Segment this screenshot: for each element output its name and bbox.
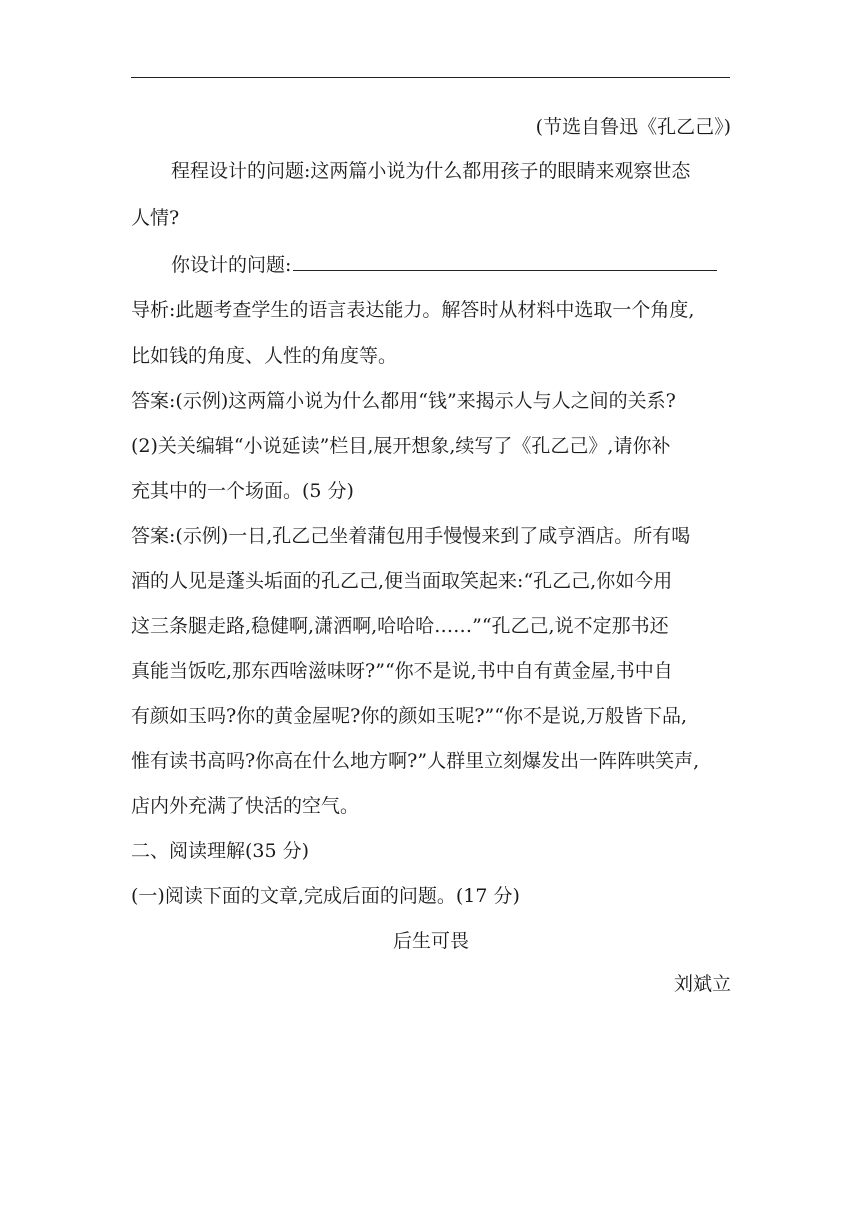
answer-2-line-5: 有颜如玉吗?你的黄金屋呢?你的颜如玉呢?”“你不是说,万般皆下品,	[131, 705, 688, 727]
answer-2-line-1: 答案:(示例)一日,孔乙己坐着蒲包用手慢慢来到了咸亨酒店。所有喝	[131, 525, 691, 547]
section-2-heading: 二、阅读理解(35 分)	[131, 840, 310, 862]
your-question-row	[171, 252, 717, 276]
article-author: 刘斌立	[673, 973, 731, 995]
answer-2-line-3: 这三条腿走路,稳健啊,潇洒啊,哈哈哈……”“孔乙己,说不定那书还	[131, 615, 669, 637]
question-prompt-line-1: 程程设计的问题:这两篇小说为什么都用孩子的眼睛来观察世态	[171, 160, 691, 182]
answer-2-line-4: 真能当饭吃,那东西啥滋味呀?”“你不是说,书中自有黄金屋,书中自	[131, 660, 673, 682]
question-2-line-2: 充其中的一个场面。(5 分)	[131, 480, 354, 502]
answer-blank-line	[293, 252, 717, 271]
part-1-instruction: (一)阅读下面的文章,完成后面的问题。(17 分)	[131, 885, 520, 907]
answer-1: 答案:(示例)这两篇小说为什么都用“钱”来揭示人与人之间的关系?	[131, 390, 676, 412]
source-note: (节选自鲁迅《孔乙己》)	[535, 116, 731, 138]
top-rule	[131, 77, 730, 78]
article-title: 后生可畏	[392, 930, 469, 952]
your-question-label: 你设计的问题:	[171, 254, 292, 276]
question-2-line-1: (2)关关编辑“小说延读”栏目,展开想象,续写了《孔乙己》,请你补	[131, 435, 671, 457]
question-prompt-line-2: 人情?	[131, 207, 180, 229]
analysis-line-1: 导析:此题考查学生的语言表达能力。解答时从材料中选取一个角度,	[131, 299, 695, 321]
answer-2-line-7: 店内外充满了快活的空气。	[131, 795, 360, 817]
analysis-line-2: 比如钱的角度、人性的角度等。	[131, 345, 398, 367]
answer-2-line-6: 惟有读书高吗?你高在什么地方啊?”人群里立刻爆发出一阵阵哄笑声,	[131, 750, 700, 772]
answer-2-line-2: 酒的人见是蓬头垢面的孔乙己,便当面取笑起来:“孔乙己,你如今用	[131, 570, 673, 592]
